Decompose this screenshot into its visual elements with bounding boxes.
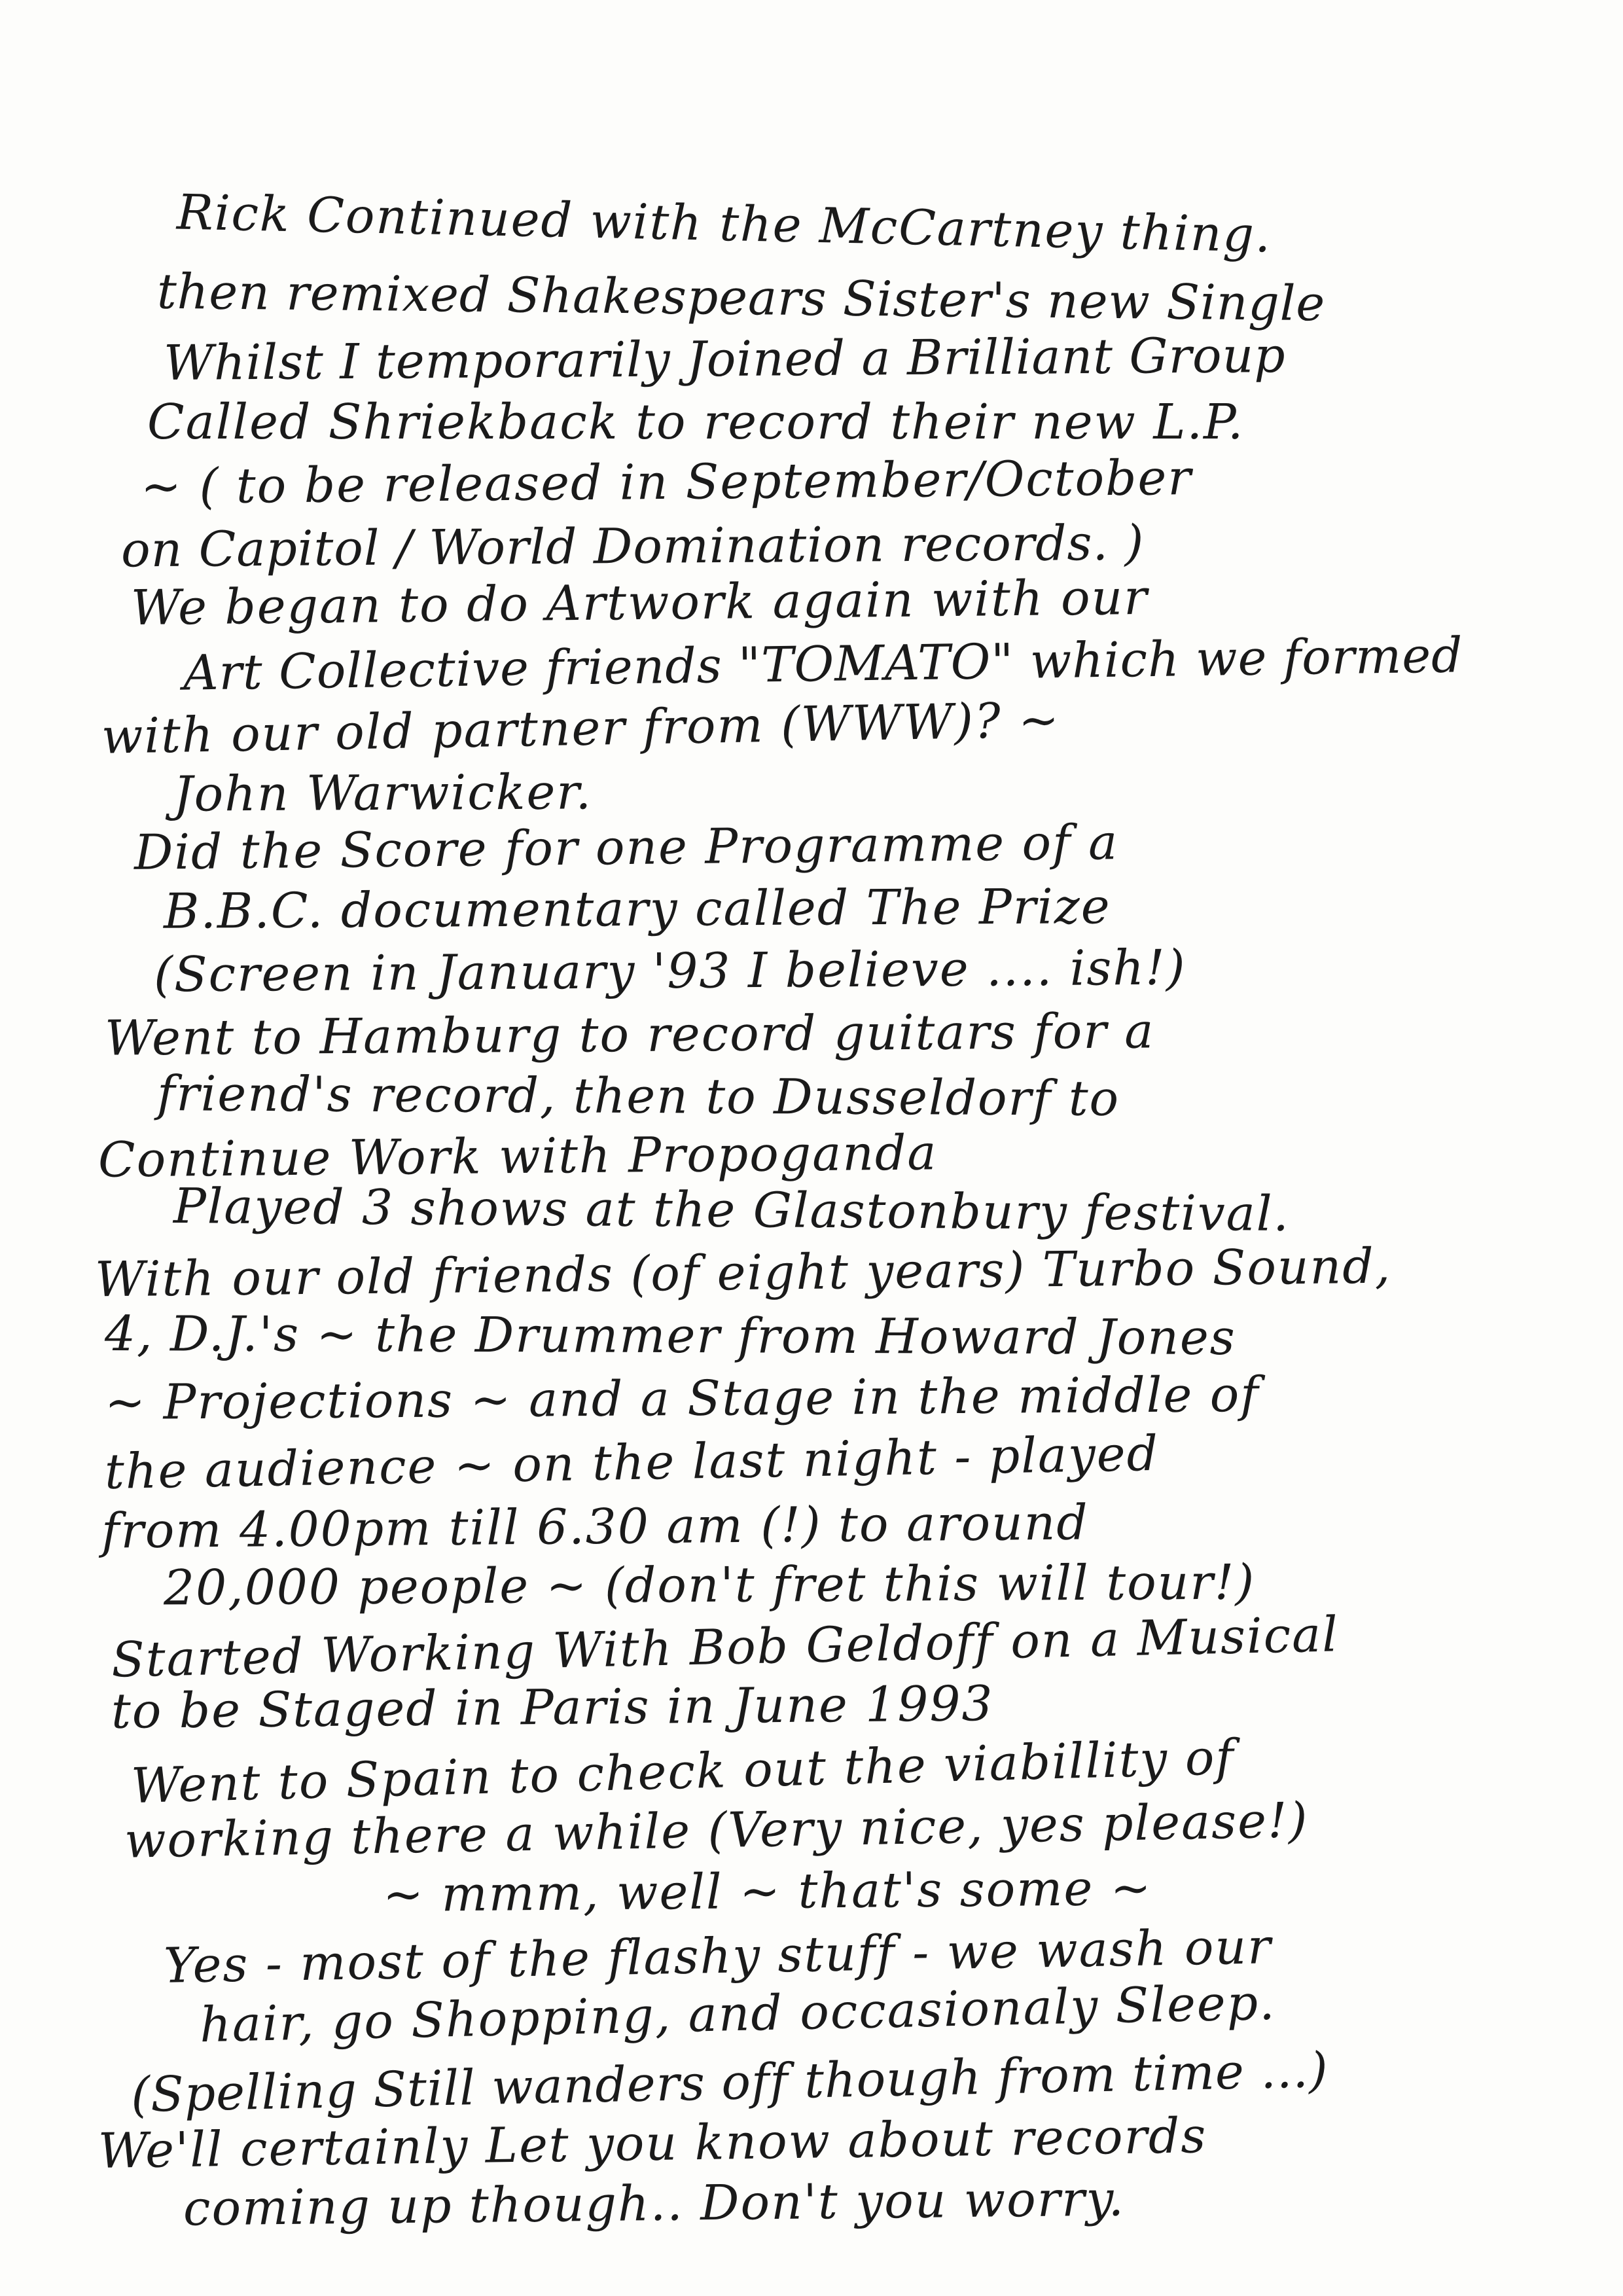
letter-line: John Warwicker. [173, 764, 593, 823]
letter-line: We'll certainly Let you know about records [98, 2108, 1207, 2179]
letter-line: We began to do Artwork again with our [130, 569, 1149, 637]
letter-line: hair, go Shopping, and occasionaly Sleep. [199, 1974, 1277, 2054]
letter-line: from 4.00pm till 6.30 am (!) to around [101, 1494, 1090, 1560]
letter-line: Art Collective friends "TOMATO" which we formed [183, 627, 1464, 702]
letter-line: (Spelling Still wanders off though from time ...) [130, 2041, 1329, 2124]
letter-line: ~ mmm, well ~ that's some ~ [382, 1859, 1153, 1924]
letter-line: 4, D.J.'s ~ the Drummer from Howard Jones [104, 1305, 1236, 1367]
letter-line: with our old partner from (WWW)? ~ [101, 692, 1061, 765]
letter-line: working there a while (Very nice, yes please!) [124, 1792, 1310, 1869]
letter-line: Went to Spain to check out the viabillity of [130, 1729, 1236, 1815]
letter-line: friend's record, then to Dusseldorf to [156, 1066, 1120, 1127]
letter-line: then remixed Shakespears Sister's new Single [156, 263, 1326, 332]
letter-line: (Screen in January '93 I believe .... ish!) [153, 939, 1186, 1003]
letter-line: With our old friends (of eight years) Turbo Sound, [94, 1238, 1392, 1308]
letter-line: coming up though.. Don't you worry. [183, 2170, 1126, 2237]
letter-line: on Capitol / World Domination records. ) [120, 514, 1145, 579]
letter-line: ~ Projections ~ and a Stage in the middle of [104, 1366, 1260, 1431]
letter-line: Called Shriekback to record their new L.P. [147, 394, 1245, 450]
letter-line: Went to Hamburg to record guitars for a [104, 1003, 1155, 1067]
letter-line: to be Staged in Paris in June 1993 [111, 1676, 994, 1740]
letter-line: 20,000 people ~ (don't fret this will tour!) [163, 1554, 1256, 1617]
letter-line: Did the Score for one Programme of a [134, 814, 1119, 881]
letter-line: B.B.C. documentary called The Prize [163, 878, 1111, 940]
letter-line: Whilst I temporarily Joined a Brilliant Group [163, 327, 1286, 391]
letter-line: ~ ( to be released in September/October [140, 449, 1192, 516]
letter-line: Rick Continued with the McCartney thing. [176, 184, 1273, 264]
letter-line: Continue Work with Propoganda [98, 1124, 938, 1189]
letter-line: Started Working With Bob Geldoff on a Musical [111, 1606, 1340, 1689]
letter-line: Yes - most of the flashy stuff - we wash our [163, 1918, 1273, 1994]
letter-line: the audience ~ on the last night - played [104, 1425, 1160, 1501]
letter-line: Played 3 shows at the Glastonbury festival. [173, 1178, 1291, 1242]
